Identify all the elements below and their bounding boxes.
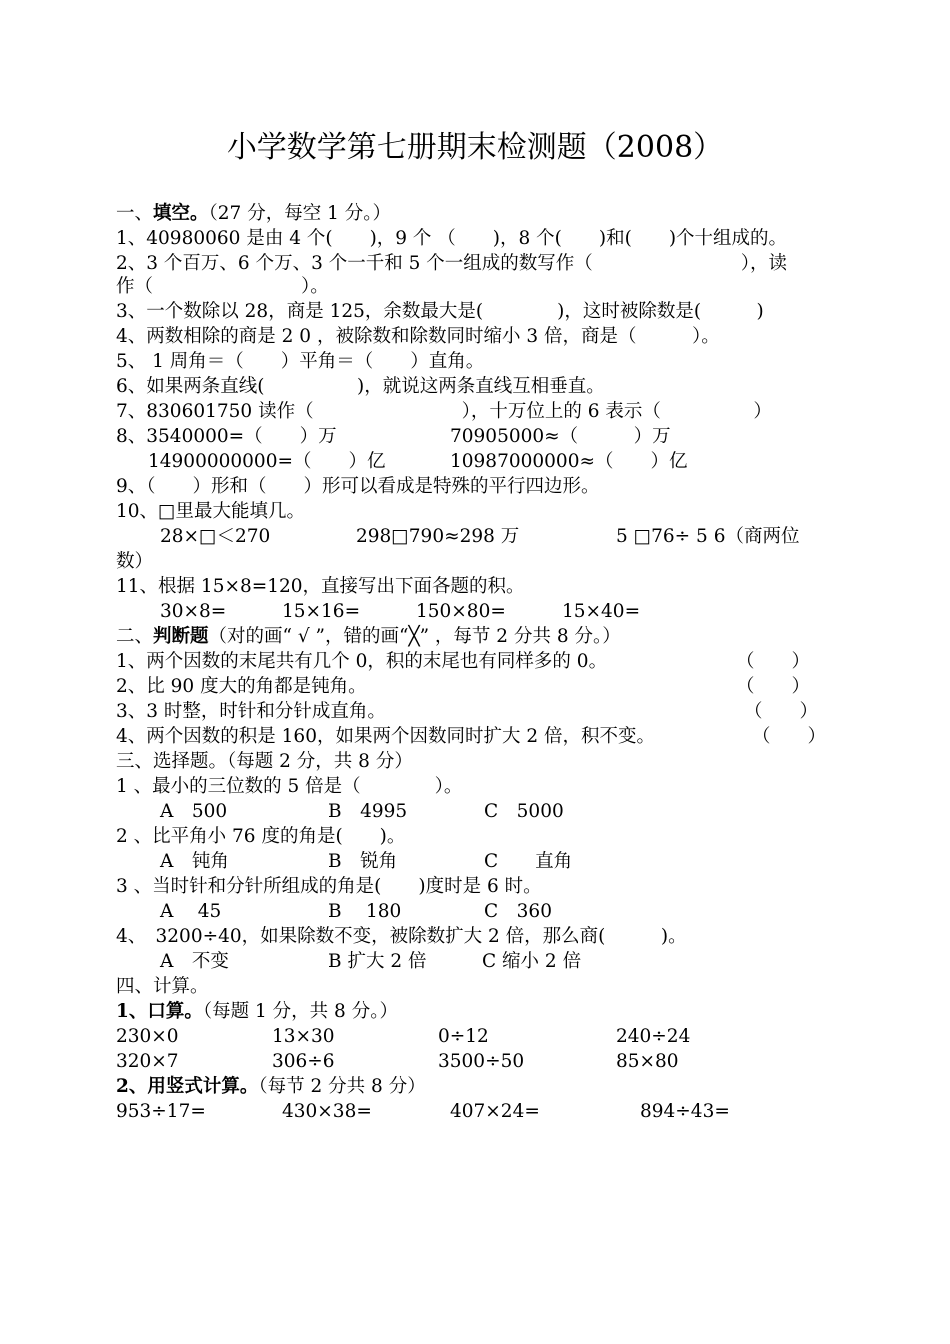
question-1-10-a: 28×□＜270 [160,526,271,547]
oral-calc-note: （每题 1 分，共 8 分。） [202,1001,398,1022]
question-1-6: 6、如果两条直线( )，就说这两条直线互相垂直。 [116,376,605,397]
question-1-2a: 2、3 个百万、6 个万、3 个一千和 5 个一组成的数写作（ ），读 [116,253,788,274]
question-1-5: 5、 1 周角＝（ ）平角＝（ ）直角。 [116,351,485,372]
vertical-calc-item: 430×38= [282,1101,372,1122]
choice-question-1: 1 、最小的三位数的 5 倍是（ ）。 [116,776,463,797]
choice-options-1 [116,799,840,824]
section-2-heading [116,624,840,649]
choice-option-a: A 钝角 [160,851,229,872]
question-1-11-item: 150×80= [416,601,506,622]
choice-option-c: C 360 [484,901,552,922]
judge-answer-blank: （ ） [736,651,811,672]
question-1-2b: 作（ ）。 [116,276,329,297]
judge-item-2 [116,674,840,699]
judge-answer-blank: （ ） [752,726,827,747]
choice-question-2: 2 、比平角小 76 度的角是( )。 [116,826,406,847]
vertical-calc-item: 407×24= [450,1101,540,1122]
oral-calc-item: 306÷6 [272,1051,335,1072]
choice-options-4 [116,949,840,974]
question-1-11-item: 15×40= [562,601,641,622]
judge-answer-blank: （ ） [736,676,811,697]
choice-option-b: B 锐角 [328,851,398,872]
question-1-8-b: 70905000≈（ ）万 [450,426,671,447]
choice-option-b: B 4995 [328,801,408,822]
question-1-10-cont: 数） [116,551,154,572]
choice-option-c: C 缩小 2 倍 [482,951,582,972]
question-1-8-row2 [116,449,840,474]
oral-calc-row-2 [116,1049,840,1074]
judge-item-4 [116,724,840,749]
question-1-8-d: 10987000000≈（ ）亿 [450,451,688,472]
vertical-calc-note: （每节 2 分共 8 分） [258,1076,426,1097]
choice-option-a: A 不变 [160,951,229,972]
vertical-calc-item: 953÷17= [116,1101,206,1122]
judge-item-1 [116,649,840,674]
question-1-10-c: 5 □76÷ 5 6（商两位 [616,526,800,547]
question-1-7: 7、830601750 读作（ ），十万位上的 6 表示（ ） [116,401,772,422]
question-1-11-items [116,599,840,624]
choice-question-3: 3 、当时针和分针所组成的角是( )度时是 6 时。 [116,876,542,897]
section-2-note: （对的画“ √ ”，错的画“╳” ，每节 2 分共 8 分。） [208,626,621,647]
choice-option-b: B 扩大 2 倍 [328,951,427,972]
choice-options-3 [116,899,840,924]
section-1-heading [116,201,840,226]
section-3-heading: 三、选择题。（每题 2 分，共 8 分） [116,751,413,772]
choice-question-4: 4、 3200÷40，如果除数不变，被除数扩大 2 倍，那么商( )。 [116,926,687,947]
section-4-heading: 四、计算。 [116,976,209,997]
question-1-8-c: 14900000000=（ ）亿 [148,451,386,472]
question-1-8-a: 8、3540000=（ ）万 [116,426,337,447]
question-1-1: 1、40980060 是由 4 个( )，9 个 （ )，8 个( )和( )个十组成的。 [116,228,788,249]
choice-option-c: C 直角 [484,851,573,872]
judge-text: 3、3 时整，时针和分针成直角。 [116,701,386,722]
choice-option-b: B 180 [328,901,402,922]
oral-calc-item: 320×7 [116,1051,179,1072]
question-1-8-row1 [116,424,840,449]
oral-calc-heading [116,999,840,1024]
oral-calc-item: 240÷24 [616,1026,691,1047]
oral-calc-item: 13×30 [272,1026,335,1047]
question-1-10-items [116,524,840,549]
vertical-calc-heading [116,1074,840,1099]
judge-text: 2、比 90 度大的角都是钝角。 [116,676,367,697]
oral-calc-item: 230×0 [116,1026,179,1047]
question-1-10-b: 298□790≈298 万 [356,526,520,547]
judge-item-3 [116,699,840,724]
choice-options-2 [116,849,840,874]
section-1-note: （27 分，每空 1 分。） [208,203,391,224]
judge-text: 1、两个因数的末尾共有几个 0，积的末尾也有同样多的 0。 [116,651,608,672]
question-1-3: 3、一个数除以 28，商是 125，余数最大是( )，这时被除数是( ) [116,301,764,322]
question-1-11-item: 30×8= [160,601,227,622]
judge-text: 4、两个因数的积是 160，如果两个因数同时扩大 2 倍，积不变。 [116,726,655,747]
oral-calc-row-1 [116,1024,840,1049]
judge-answer-blank: （ ） [744,701,819,722]
choice-option-a: A 500 [160,801,228,822]
vertical-calc-title: 2、用竖式计算。 [116,1076,259,1097]
section-1-title: 填空。 [153,203,209,224]
choice-option-c: C 5000 [484,801,564,822]
vertical-calc-row [116,1099,840,1124]
question-1-10-intro: 10、□里最大能填几。 [116,501,306,522]
section-2-number: 二、 [116,626,154,647]
page-title: 小学数学第七册期末检测题（2008） [226,130,724,165]
oral-calc-item: 0÷12 [438,1026,489,1047]
section-1-number: 一、 [116,203,154,224]
vertical-calc-item: 894÷43= [640,1101,730,1122]
question-1-11-item: 15×16= [282,601,361,622]
choice-option-a: A 45 [160,901,222,922]
oral-calc-item: 85×80 [616,1051,679,1072]
oral-calc-title: 1、口算。 [116,1001,203,1022]
question-1-4: 4、两数相除的商是 2 0 ，被除数和除数同时缩小 3 倍，商是（ ）。 [116,326,720,347]
section-2-title: 判断题 [153,626,209,647]
oral-calc-item: 3500÷50 [438,1051,525,1072]
question-1-11-intro: 11、根据 15×8=120，直接写出下面各题的积。 [116,576,525,597]
question-1-9: 9、（ ）形和（ ）形可以看成是特殊的平行四边形。 [116,476,600,497]
